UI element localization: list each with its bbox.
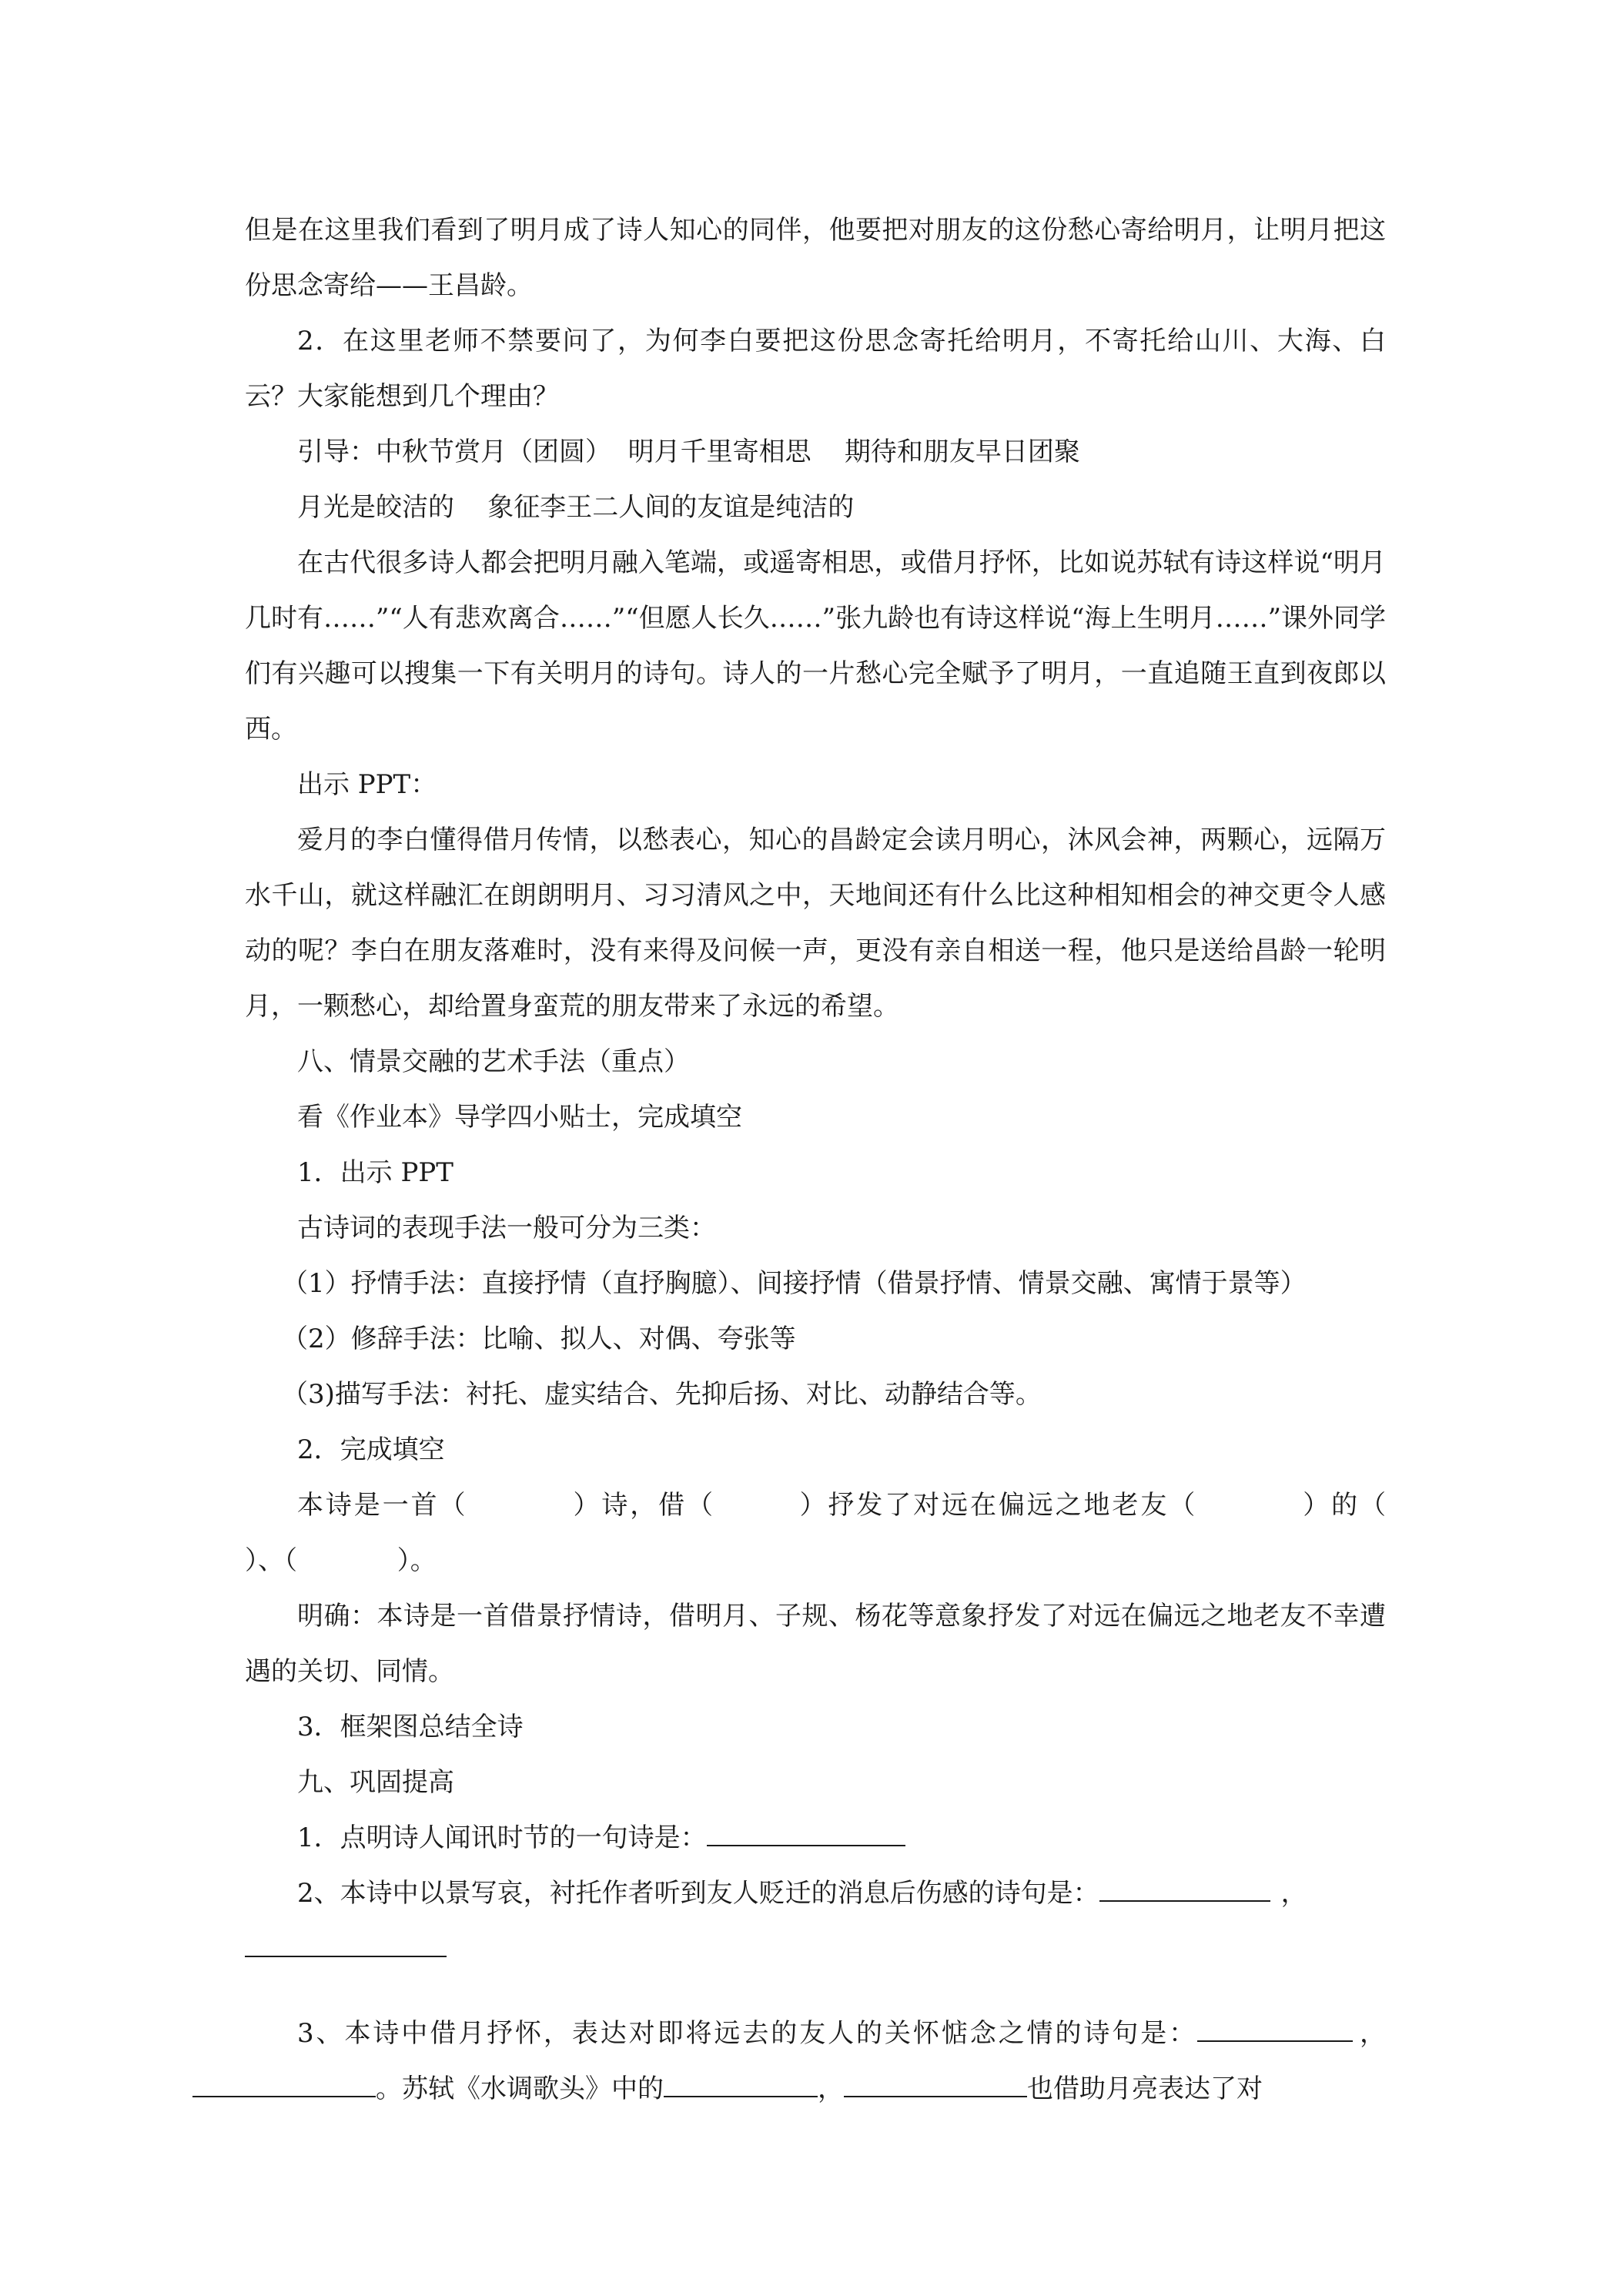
question-text: 2、本诗中以景写哀，衬托作者听到友人贬迁的消息后伤感的诗句是： (297, 1878, 1099, 1909)
paragraph: 爱月的李白懂得借月传情，以愁表心，知心的昌龄定会读月明心，沐风会神，两颗心，远隔万水千山，就这样融汇在朗朗明月、习习清风之中，天地间还有什么比这种相知相会的神交更令人感动的呢？李白在朋友落难时，没有来得及问候一声，更没有亲自相送一程，他只是送给昌龄一轮明月，一颗愁心，却给置身蛮荒的朋友带来了永远的希望。 (245, 825, 1386, 1022)
question-text: 3、本诗中借月抒怀，表达对即将远去的友人的关怀惦念之情的诗句是： (297, 2018, 1198, 2049)
list-item: （2）修辞手法：比喻、拟人、对偶、夸张等 (282, 1324, 796, 1354)
answer-blank (192, 2070, 376, 2097)
question-text: 也借助月亮表达了对 (1027, 2073, 1263, 2104)
question-item (245, 2006, 1386, 2117)
question-item (245, 1866, 1386, 1921)
answer-blank (707, 1819, 905, 1846)
question-continuation (245, 1921, 1386, 1976)
paragraph: 2．在这里老师不禁要问了，为何李白要把这份思念寄托给明月，不寄托给山川、大海、白云？大家能想到几个理由？ (245, 326, 1386, 412)
paragraph: 1．出示 PPT (297, 1157, 453, 1188)
list-item: （3)描写手法：衬托、虚实结合、先抑后扬、对比、动静结合等。 (282, 1379, 1042, 1410)
paragraph: 引导：中秋节赏月（团圆） 明月千里寄相思 期待和朋友早日团聚 (297, 437, 1080, 467)
paragraph: 看《作业本》导学四小贴士，完成填空 (297, 1102, 742, 1133)
punctuation: ， (1280, 1878, 1307, 1909)
document-body (245, 202, 1486, 2117)
answer-blank (844, 2070, 1027, 2097)
paragraph: 2．完成填空 (297, 1434, 445, 1465)
answer-blank (1197, 2014, 1353, 2042)
list-item: （1）抒情手法：直接抒情（直抒胸臆）、间接抒情（借景抒情、情景交融、寓情于景等） (282, 1268, 1307, 1299)
answer-blank (1099, 1874, 1270, 1902)
paragraph: 3．框架图总结全诗 (297, 1712, 524, 1742)
punctuation: ， (818, 2073, 844, 2104)
section-heading: 九、巩固提高 (297, 1767, 454, 1798)
punctuation: ， (1357, 2018, 1386, 2049)
paragraph: 古诗词的表现手法一般可分为三类： (297, 1213, 716, 1243)
section-heading: 八、情景交融的艺术手法（重点） (297, 1046, 690, 1077)
paragraph: 但是在这里我们看到了明月成了诗人知心的同伴，他要把对朋友的这份愁心寄给明月，让明月把这份思念寄给——王昌龄。 (245, 215, 1386, 301)
paragraph: 出示 PPT： (297, 769, 437, 800)
paragraph: 在古代很多诗人都会把明月融入笔端，或遥寄相思，或借月抒怀，比如说苏轼有诗这样说“明月几时有……”“人有悲欢离合……”“但愿人长久……”张九龄也有诗这样说“海上生明月……”课外同学们有兴趣可以搜集一下有关明月的诗句。诗人的一片愁心完全赋予了明月，一直追随王直到夜郎以西。 (245, 547, 1386, 745)
paragraph: 明确：本诗是一首借景抒情诗，借明月、子规、杨花等意象抒发了对远在偏远之地老友不幸遭遇的关切、同情。 (245, 1601, 1386, 1687)
question-text: 1．点明诗人闻讯时节的一句诗是： (297, 1822, 707, 1853)
answer-blank (664, 2070, 818, 2097)
question-text: 。苏轼《水调歌头》中的 (376, 2073, 664, 2104)
answer-blank (245, 1930, 447, 1957)
question-item (245, 1810, 1386, 1866)
paragraph: 月光是皎洁的 象征李王二人间的友谊是纯洁的 (297, 492, 855, 523)
fill-in-blank-paragraph: 本诗是一首（ ）诗，借（ ）抒发了对远在偏远之地老友（ ）的（ ）、（ ）。 (245, 1490, 1486, 1576)
